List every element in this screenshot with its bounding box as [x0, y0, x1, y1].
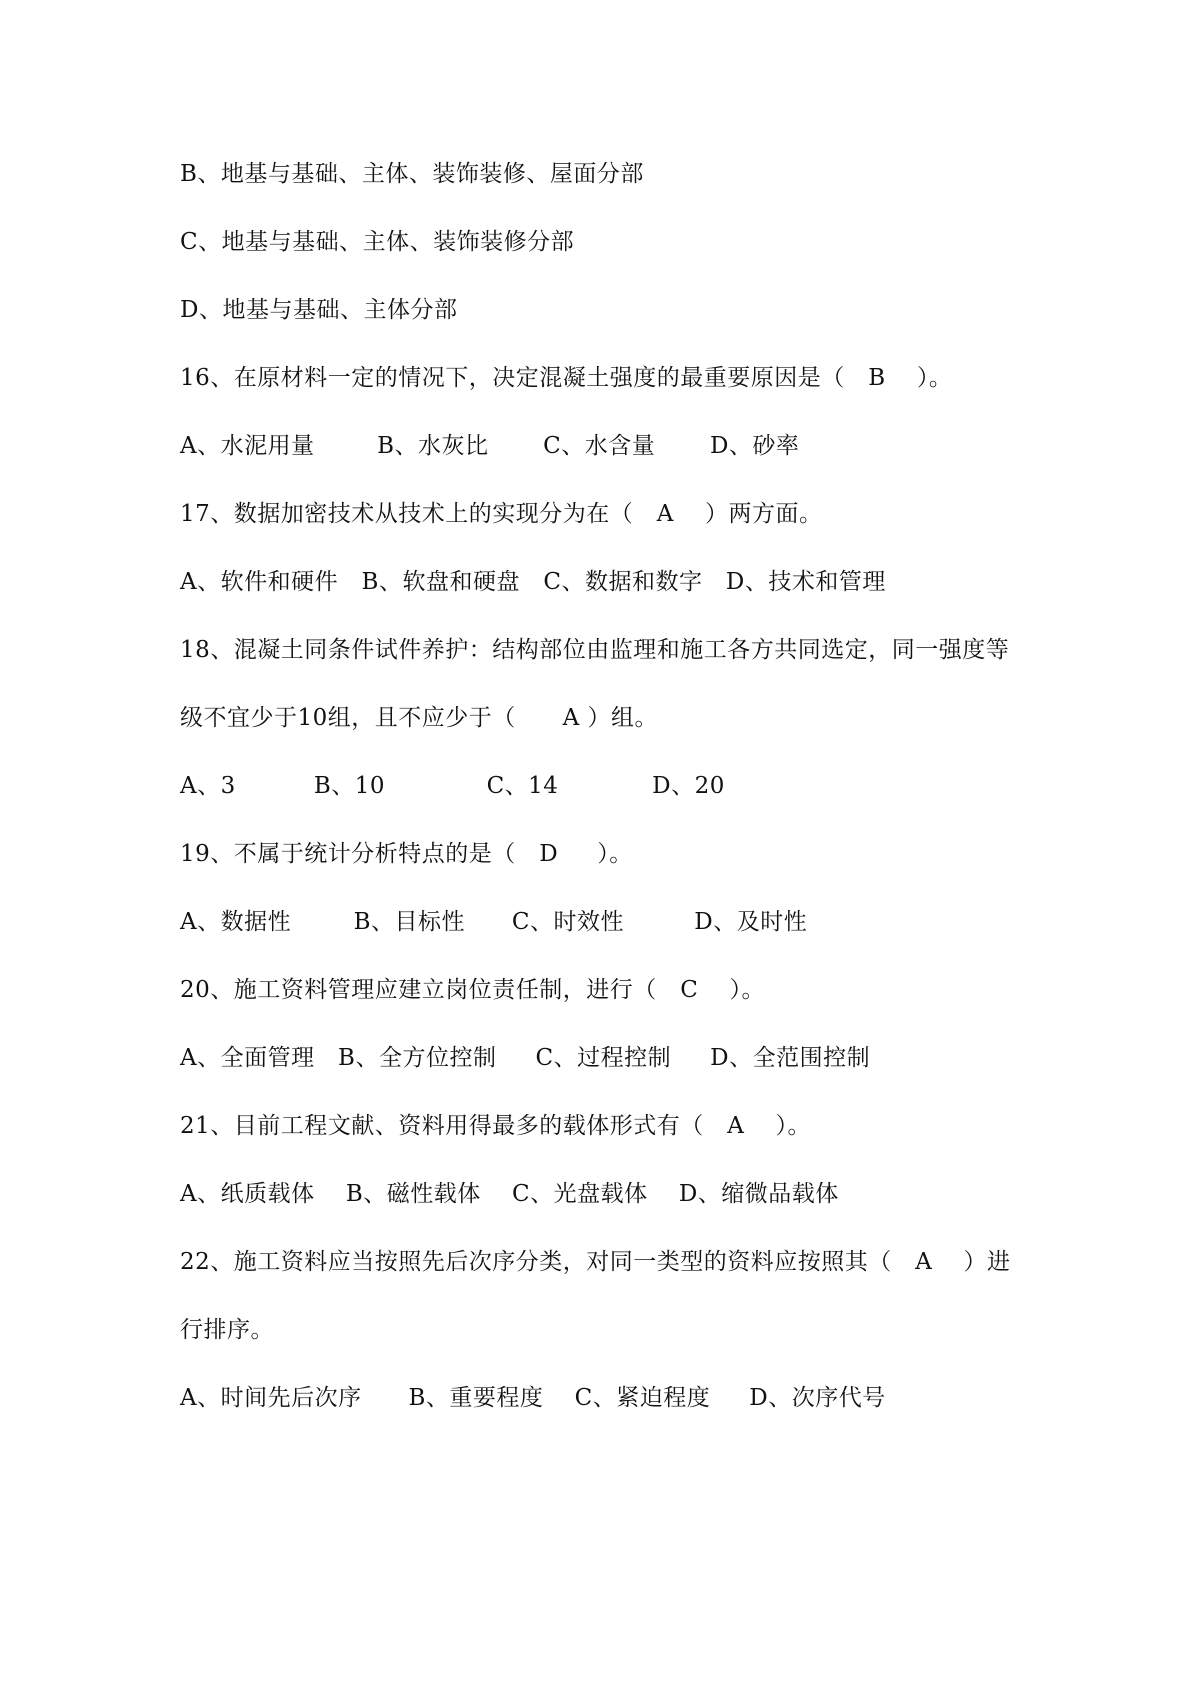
question-22-line-1: 22、施工资料应当按照先后次序分类，对同一类型的资料应按照其（ A ）进 — [180, 1249, 1011, 1275]
option-line-15c: C、地基与基础、主体、装饰装修分部 — [180, 229, 575, 255]
question-21: 21、目前工程文献、资料用得最多的载体形式有（ A ）。 — [180, 1113, 812, 1139]
options-22: A、时间先后次序 B、重要程度 C、紧迫程度 D、次序代号 — [180, 1385, 886, 1411]
option-line-15d: D、地基与基础、主体分部 — [180, 297, 458, 323]
question-16: 16、在原材料一定的情况下，决定混凝土强度的最重要原因是（ B ）。 — [180, 365, 953, 391]
question-22-line-2: 行排序。 — [180, 1317, 274, 1343]
question-20: 20、施工资料管理应建立岗位责任制，进行（ C ）。 — [180, 977, 766, 1003]
option-line-15b: B、地基与基础、主体、装饰装修、屋面分部 — [180, 161, 644, 187]
question-18-line-1: 18、混凝土同条件试件养护：结构部位由监理和施工各方共同选定，同一强度等 — [180, 637, 1010, 663]
options-17: A、软件和硬件 B、软盘和硬盘 C、数据和数字 D、技术和管理 — [180, 569, 886, 595]
options-21: A、纸质载体 B、磁性载体 C、光盘载体 D、缩微品载体 — [180, 1181, 839, 1207]
question-17: 17、数据加密技术从技术上的实现分为在（ A ）两方面。 — [180, 501, 823, 527]
options-18: A、3 B、10 C、14 D、20 — [180, 773, 725, 799]
options-16: A、水泥用量 B、水灰比 C、水含量 D、砂率 — [180, 433, 800, 459]
question-18-line-2: 级不宜少于10组，且不应少于（ A ）组。 — [180, 705, 659, 731]
options-20: A、全面管理 B、全方位控制 C、过程控制 D、全范围控制 — [180, 1045, 871, 1071]
options-19: A、数据性 B、目标性 C、时效性 D、及时性 — [180, 909, 808, 935]
question-19: 19、不属于统计分析特点的是（ D ）。 — [180, 841, 633, 867]
